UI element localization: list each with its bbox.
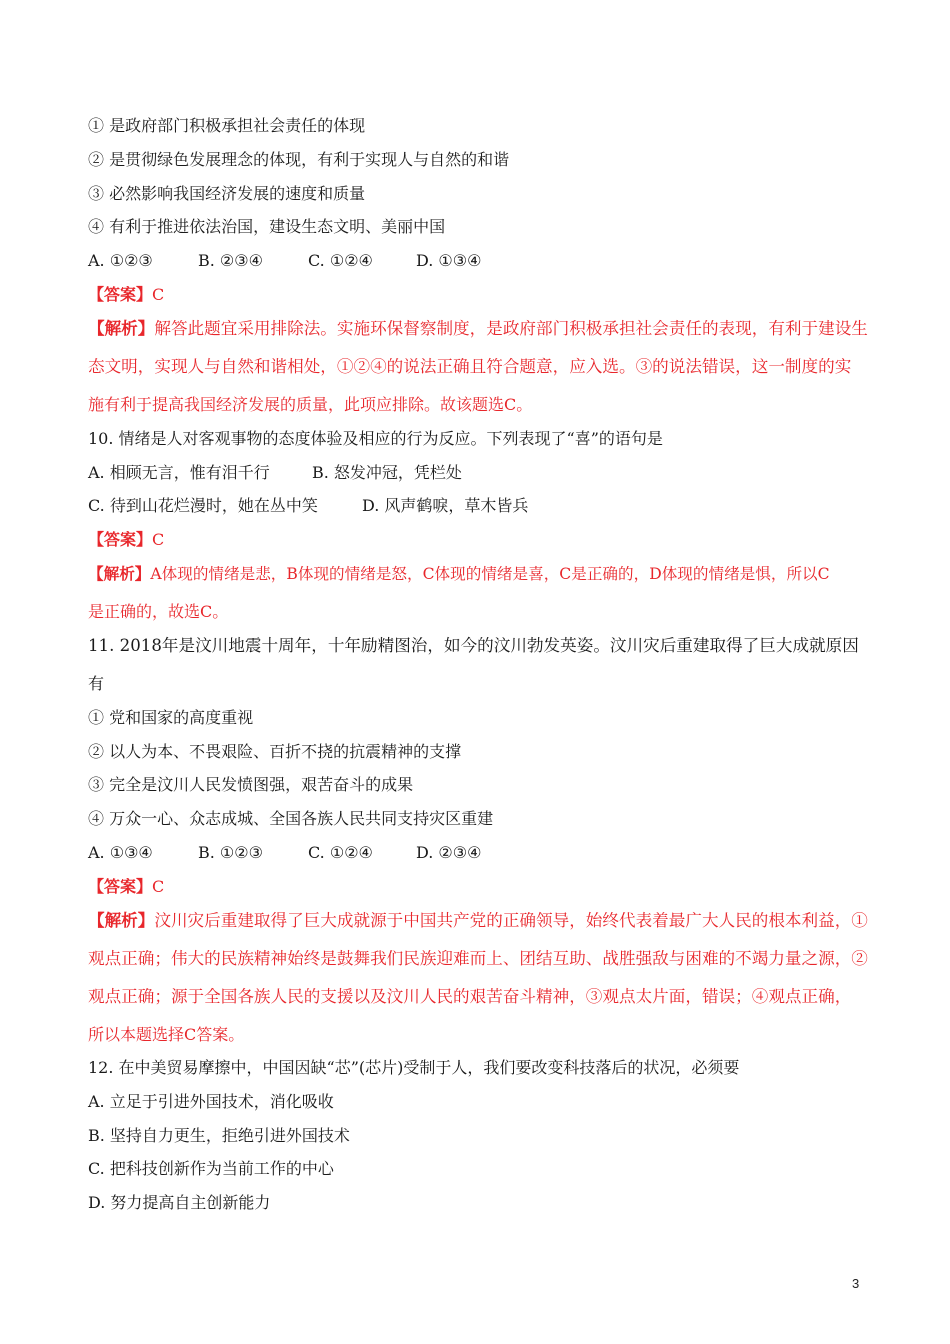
q10-option-d: D. 风声鹤唳，草木皆兵 [362,496,529,515]
q10-stem: 10. 情绪是人对客观事物的态度体验及相应的行为反应。下列表现了“喜”的语句是 [88,429,663,448]
q9-option-c: C. ①②④ [308,251,373,270]
q9-statement-2: ② 是贯彻绿色发展理念的体现，有利于实现人与自然的和谐 [88,150,510,169]
q10-option-c: C. 待到山花烂漫时，她在丛中笑 [88,496,318,515]
q11-analysis-line-1: 【解析】汶川灾后重建取得了巨大成就源于中国共产党的正确领导，始终代表着最广大人民的根本利益，① [88,911,868,930]
q12-option-a: A. 立足于引进外国技术，消化吸收 [88,1092,334,1111]
q10-option-b: B. 怒发冲冠，凭栏处 [312,463,462,482]
analysis-label: 【解析】 [88,319,155,338]
q9-statement-3: ③ 必然影响我国经济发展的速度和质量 [88,184,366,203]
q11-option-a: A. ①③④ [88,843,153,862]
answer-value: C [152,530,165,549]
q10-analysis-line-1: 【解析】A体现的情绪是悲，B体现的情绪是怒，C体现的情绪是喜，C是正确的，D体现的情绪是惧，所以C [88,565,830,583]
analysis-label: 【解析】 [88,911,155,930]
q12-option-c: C. 把科技创新作为当前工作的中心 [88,1159,334,1178]
q9-statement-1: ① 是政府部门积极承担社会责任的体现 [88,116,366,135]
answer-label: 【答案】 [88,530,153,549]
q9-options [88,251,868,271]
page-number: 3 [852,1276,860,1291]
q11-analysis-line-2: 观点正确；伟大的民族精神始终是鼓舞我们民族迎难而上、团结互助、战胜强敌与困难的不竭力量之源，② [88,949,868,968]
q11-statement-3: ③ 完全是汶川人民发愤图强，艰苦奋斗的成果 [88,775,414,794]
q10-analysis-line-2: 是正确的，故选C。 [88,602,229,621]
q9-statement-4: ④ 有利于推进依法治国，建设生态文明、美丽中国 [88,217,446,236]
q10-options-row-2 [88,496,868,516]
answer-label: 【答案】 [88,877,153,896]
q12-option-b: B. 坚持自力更生，拒绝引进外国技术 [88,1126,350,1145]
q9-analysis-line-3: 施有利于提高我国经济发展的质量，此项应排除。故该题选C。 [88,395,533,414]
q10-answer [88,530,868,550]
analysis-label: 【解析】 [88,565,151,583]
q11-option-d: D. ②③④ [416,843,482,862]
q10-option-a: A. 相顾无言，惟有泪千行 [88,463,270,482]
q11-statement-1: ① 党和国家的高度重视 [88,708,254,727]
q12-option-d: D. 努力提高自主创新能力 [88,1193,271,1212]
q11-stem-line-2: 有 [88,674,105,693]
q11-option-c: C. ①②④ [308,843,373,862]
answer-value: C [152,285,165,304]
q10-options-row-1 [88,463,868,483]
q9-option-a: A. ①②③ [88,251,153,270]
q11-option-b: B. ①②③ [198,843,263,862]
answer-label: 【答案】 [88,285,153,304]
answer-value: C [152,877,165,896]
q12-stem: 12. 在中美贸易摩擦中，中国因缺“芯”(芯片)受制于人，我们要改变科技落后的状况，必须要 [88,1058,740,1077]
q9-option-d: D. ①③④ [416,251,482,270]
q9-option-b: B. ②③④ [198,251,263,270]
q9-analysis-line-2: 态文明，实现人与自然和谐相处，①②④的说法正确且符合题意，应入选。③的说法错误，这一制度的实 [88,357,852,376]
q11-statement-2: ② 以人为本、不畏艰险、百折不挠的抗震精神的支撑 [88,742,462,761]
q11-analysis-line-3: 观点正确；源于全国各族人民的支援以及汶川人民的艰苦奋斗精神，③观点太片面，错误；④观点正确， [88,987,852,1006]
q11-analysis-line-4: 所以本题选择C答案。 [88,1025,245,1044]
q11-statement-4: ④ 万众一心、众志成城、全国各族人民共同支持灾区重建 [88,809,494,828]
q9-answer [88,285,868,305]
q11-answer [88,877,868,897]
q11-stem-line-1: 11. 2018年是汶川地震十周年，十年励精图治，如今的汶川勃发英姿。汶川灾后重建取得了巨大成就原因 [88,636,859,655]
q11-options [88,843,868,863]
q9-analysis-line-1: 【解析】解答此题宜采用排除法。实施环保督察制度，是政府部门积极承担社会责任的表现，有利于建设生 [88,319,868,338]
